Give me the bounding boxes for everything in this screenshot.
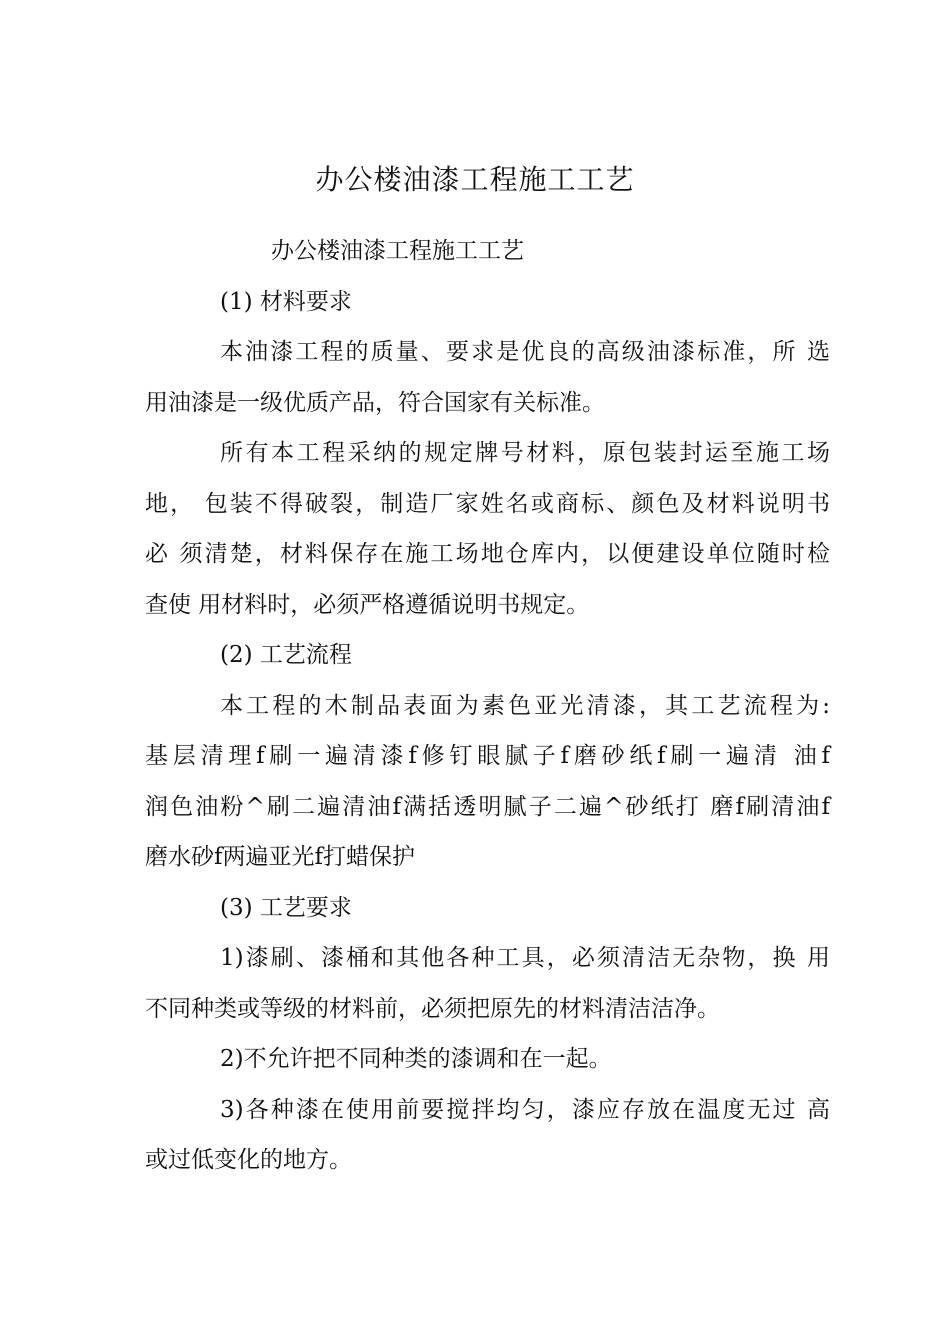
heading-materials: (1) 材料要求: [220, 288, 352, 315]
paragraph-line: 查使 用材料时，必须严格遵循说明书规定。: [145, 591, 590, 618]
heading-process: (2) 工艺流程: [220, 642, 352, 668]
paragraph-line: 地， 包装不得破裂，制造厂家姓名或商标、颜色及材料说明书: [145, 490, 830, 517]
document-title: 办公楼油漆工程施工工艺: [315, 163, 635, 196]
paragraph-line: 本工程的木制品表面为素色亚光清漆，其工艺流程为:: [220, 692, 830, 719]
paragraph-line: 1)漆刷、漆桶和其他各种工具，必须清洁无杂物，换 用: [220, 945, 830, 971]
paragraph-line: 所有本工程采纳的规定牌号材料，原包装封运至施工场: [220, 440, 830, 466]
paragraph-line: 磨水砂f两遍亚光f打蜡保护: [145, 844, 416, 870]
paragraph-line: 用油漆是一级优质产品，符合国家有关标准。: [145, 389, 605, 416]
paragraph-line: 2)不允许把不同种类的漆调和在一起。: [220, 1046, 612, 1072]
document-body: [145, 226, 830, 1186]
paragraph-line: 润色油粉^刷二遍清油f满括透明腻子二遍^砂纸打 磨f刷清油f: [145, 793, 830, 820]
paragraph-line: 基层清理f刷一遍清漆f修钉眼腻子f磨砂纸f刷一遍清 油f: [145, 743, 830, 769]
heading-requirements: (3) 工艺要求: [220, 894, 352, 921]
paragraph-line: 或过低变化的地方。: [145, 1147, 352, 1173]
section-subtitle: 办公楼油漆工程施工工艺: [271, 238, 524, 264]
paragraph-line: 必 须清楚，材料保存在施工场地仓库内，以便建设单位随时检: [145, 541, 830, 567]
paragraph-line: 3)各种漆在使用前要搅拌均匀，漆应存放在温度无过 高: [220, 1096, 830, 1123]
paragraph-line: 本油漆工程的质量、要求是优良的高级油漆标准，所 选: [220, 339, 830, 365]
paragraph-line: 不同种类或等级的材料前，必须把原先的材料清洁洁净。: [145, 995, 720, 1022]
